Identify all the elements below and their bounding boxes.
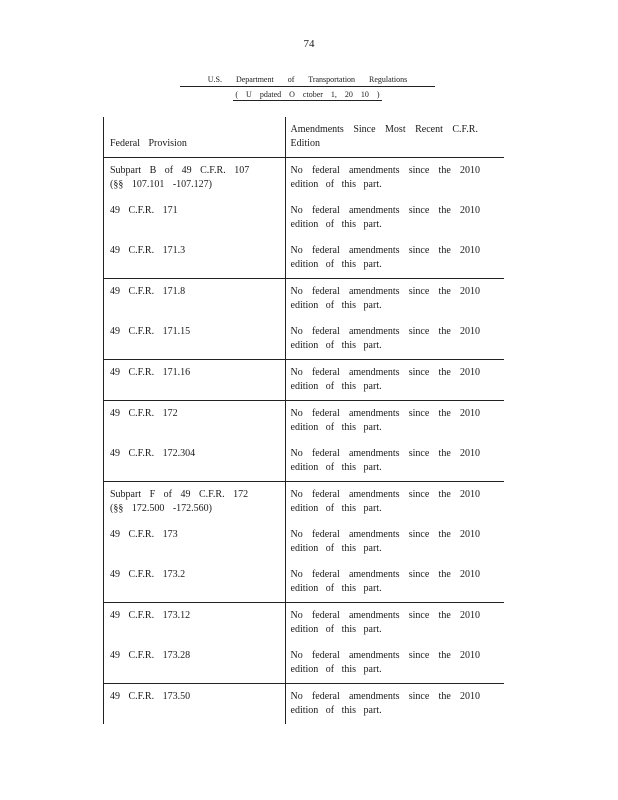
page-number: 74 [303, 38, 315, 50]
amendment-cell [285, 238, 504, 279]
amendment-cell [285, 319, 504, 360]
provision-subtext: (§§ 172.500 -172.560) [110, 503, 212, 514]
provision-cell [104, 441, 285, 482]
amendment-cell [285, 401, 504, 442]
amendment-text-continued: edition of this part. [290, 219, 382, 230]
amendment-cell [285, 198, 504, 238]
provision-cell [104, 198, 285, 238]
amendment-text-continued: edition of this part. [290, 340, 382, 351]
provision-cell [104, 482, 285, 523]
provision-cell [104, 319, 285, 360]
table-row [104, 562, 504, 603]
provision-cell [104, 643, 285, 684]
amendment-cell [285, 522, 504, 562]
amendment-text-continued: edition of this part. [290, 503, 382, 514]
document-header [180, 74, 435, 101]
amendment-text: No federal amendments since the 2010 [290, 610, 480, 621]
provision-text: Subpart B of 49 C.F.R. 107 [110, 165, 250, 176]
amendment-text-continued: edition of this part. [290, 543, 382, 554]
amendment-text-continued: edition of this part. [290, 583, 382, 594]
amendment-text: No federal amendments since the 2010 [290, 367, 480, 378]
amendment-text: No federal amendments since the 2010 [290, 408, 480, 419]
amendment-text: No federal amendments since the 2010 [290, 245, 480, 256]
table-row [104, 279, 504, 320]
amendment-cell [285, 603, 504, 644]
amendment-cell [285, 643, 504, 684]
amendment-text-continued: edition of this part. [290, 664, 382, 675]
amendment-cell [285, 684, 504, 725]
amendment-text-continued: edition of this part. [290, 422, 382, 433]
table-row [104, 684, 504, 725]
amendment-cell [285, 158, 504, 199]
amendment-text-continued: edition of this part. [290, 259, 382, 270]
table-row [104, 360, 504, 401]
provision-cell [104, 360, 285, 401]
amendment-text-continued: edition of this part. [290, 179, 382, 190]
provision-cell [104, 158, 285, 199]
table-row [104, 441, 504, 482]
table-row [104, 198, 504, 238]
amendment-text: No federal amendments since the 2010 [290, 286, 480, 297]
amendment-text: No federal amendments since the 2010 [290, 691, 480, 702]
provision-text: 49 C.F.R. 172.304 [110, 448, 196, 459]
provision-cell [104, 603, 285, 644]
provision-cell [104, 401, 285, 442]
provision-text: 49 C.F.R. 173.12 [110, 610, 191, 621]
amendment-cell [285, 360, 504, 401]
amendment-text: No federal amendments since the 2010 [290, 165, 480, 176]
column-header-federal-provision: Federal Provision [104, 117, 285, 158]
amendment-cell [285, 482, 504, 523]
header-updated-date: ( U pdated O ctober 1, 20 10 ) [233, 87, 381, 101]
amendment-cell [285, 279, 504, 320]
amendment-text: No federal amendments since the 2010 [290, 650, 480, 661]
amendment-text-continued: edition of this part. [290, 705, 382, 716]
table-row [104, 319, 504, 360]
table-header-row [104, 117, 504, 158]
provision-text: 49 C.F.R. 173.28 [110, 650, 191, 661]
provision-text: 49 C.F.R. 173.2 [110, 569, 186, 580]
provision-text: 49 C.F.R. 171 [110, 205, 178, 216]
provision-text: 49 C.F.R. 171.16 [110, 367, 191, 378]
amendment-text-continued: edition of this part. [290, 462, 382, 473]
provision-text: 49 C.F.R. 171.3 [110, 245, 186, 256]
provision-subtext: (§§ 107.101 -107.127) [110, 179, 212, 190]
provision-text: 49 C.F.R. 172 [110, 408, 178, 419]
table-row [104, 238, 504, 279]
provision-cell [104, 684, 285, 725]
column-header-amendments: Amendments Since Most Recent C.F.R. Edition [285, 117, 504, 158]
amendment-text-continued: edition of this part. [290, 624, 382, 635]
provision-cell [104, 238, 285, 279]
amendment-text: No federal amendments since the 2010 [290, 205, 480, 216]
provision-text: Subpart F of 49 C.F.R. 172 [110, 489, 249, 500]
table-row [104, 158, 504, 199]
table-row [104, 643, 504, 684]
provision-text: 49 C.F.R. 171.15 [110, 326, 191, 337]
header-title: U.S. Department of Transportation Regulations [180, 74, 435, 87]
provision-text: 49 C.F.R. 173 [110, 529, 178, 540]
amendment-text-continued: edition of this part. [290, 300, 382, 311]
table-row [104, 482, 504, 523]
amendment-text: No federal amendments since the 2010 [290, 489, 480, 500]
table-row [104, 603, 504, 644]
amendment-text: No federal amendments since the 2010 [290, 326, 480, 337]
provision-cell [104, 522, 285, 562]
provision-text: 49 C.F.R. 171.8 [110, 286, 186, 297]
provisions-table [104, 117, 504, 724]
amendment-text: No federal amendments since the 2010 [290, 569, 480, 580]
amendment-text-continued: edition of this part. [290, 381, 382, 392]
table-row [104, 401, 504, 442]
provision-cell [104, 279, 285, 320]
amendment-text: No federal amendments since the 2010 [290, 529, 480, 540]
provision-text: 49 C.F.R. 173.50 [110, 691, 191, 702]
provision-cell [104, 562, 285, 603]
amendment-cell [285, 441, 504, 482]
table-row [104, 522, 504, 562]
provisions-table-container [103, 117, 504, 724]
amendment-text: No federal amendments since the 2010 [290, 448, 480, 459]
amendment-cell [285, 562, 504, 603]
